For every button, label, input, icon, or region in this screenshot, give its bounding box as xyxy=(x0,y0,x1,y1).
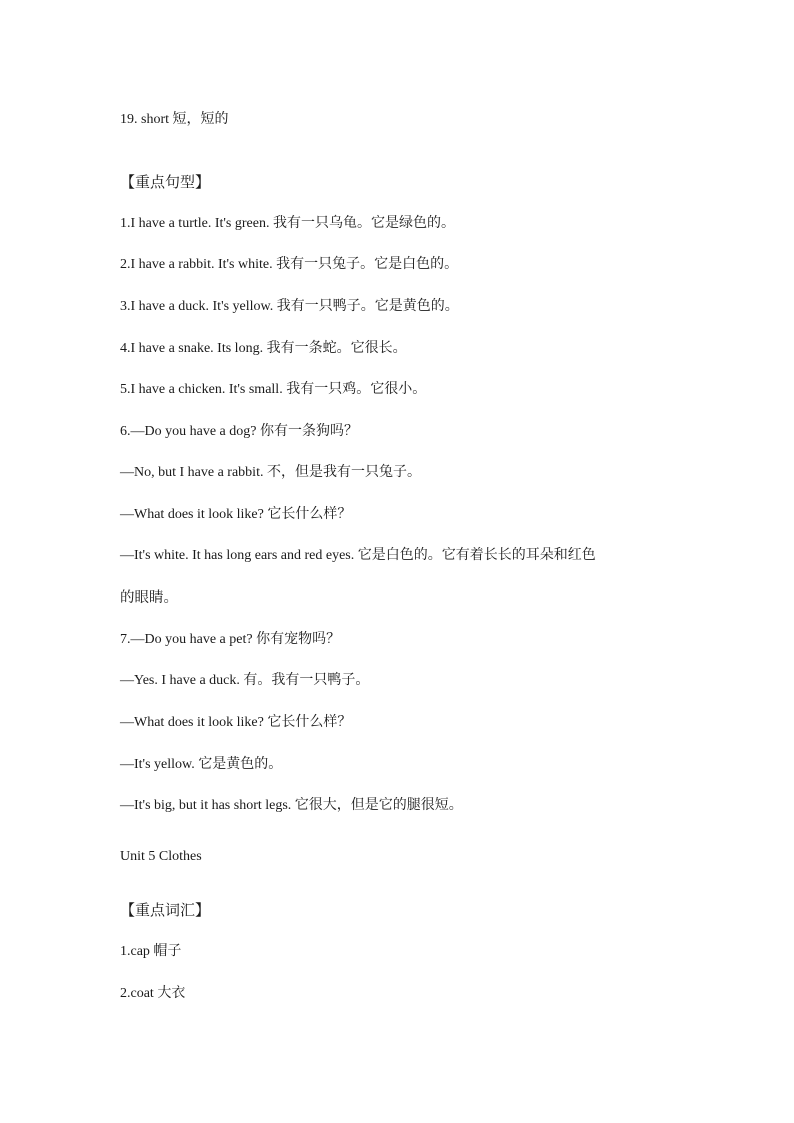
dialogue-line-continuation: 的眼睛。 xyxy=(120,590,178,606)
sentence-line: 3.I have a duck. It's yellow. 我有一只鸭子。它是黄色的。 xyxy=(120,299,459,314)
vocab-item: 1.cap 帽子 xyxy=(120,944,182,959)
key-vocabulary-heading: 【重点词汇】 xyxy=(120,901,211,919)
unit-title: Unit 5 Clothes xyxy=(120,849,202,864)
sentence-line: 5.I have a chicken. It's small. 我有一只鸡。它很小。 xyxy=(120,382,427,397)
dialogue-line: —What does it look like? 它长什么样？ xyxy=(120,507,352,522)
key-sentences-heading: 【重点句型】 xyxy=(120,173,211,191)
sentence-line: 4.I have a snake. Its long. 我有一条蛇。它很长。 xyxy=(120,341,407,356)
dialogue-line: —It's yellow. 它是黄色的。 xyxy=(120,757,283,772)
vocab-item-19: 19. short 短，短的 xyxy=(120,112,229,127)
sentence-line: 2.I have a rabbit. It's white. 我有一只兔子。它是白色的。 xyxy=(120,257,459,272)
sentence-line: 1.I have a turtle. It's green. 我有一只乌龟。它是绿色的。 xyxy=(120,216,455,231)
dialogue-line: —Yes. I have a duck. 有。我有一只鸭子。 xyxy=(120,673,370,688)
dialogue-line: 6.—Do you have a dog? 你有一条狗吗？ xyxy=(120,424,358,439)
dialogue-line: —What does it look like? 它长什么样？ xyxy=(120,715,352,730)
vocab-item: 2.coat 大衣 xyxy=(120,986,186,1001)
dialogue-line: —It's big, but it has short legs. 它很大，但是它的腿很短。 xyxy=(120,798,463,813)
dialogue-line: —No, but I have a rabbit. 不，但是我有一只兔子。 xyxy=(120,465,421,480)
dialogue-line: —It's white. It has long ears and red eyes. 它是白色的。它有着长长的耳朵和红色 xyxy=(120,548,596,563)
dialogue-line: 7.—Do you have a pet? 你有宠物吗？ xyxy=(120,632,341,647)
